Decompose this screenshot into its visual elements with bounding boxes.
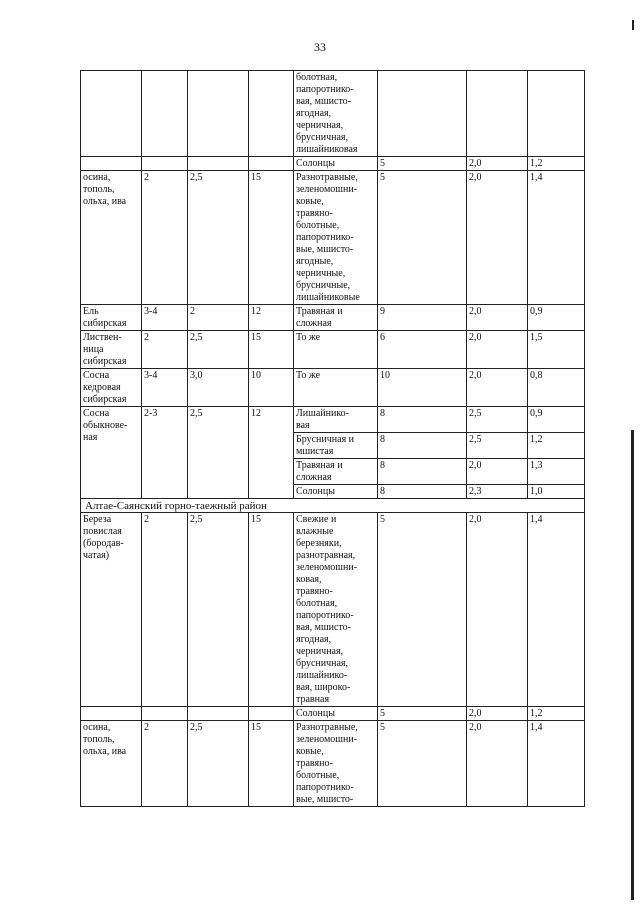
cell-c7-text: 2,0 <box>469 460 482 471</box>
cell-c3-text: 2,5 <box>190 172 203 183</box>
scan-edge-mark <box>632 20 634 30</box>
cell-c8 <box>528 485 585 499</box>
cell-species-text: Листвен- ница сибирская <box>83 332 127 367</box>
cell-c2 <box>142 707 188 721</box>
cell-c6 <box>378 331 467 369</box>
scan-edge-line <box>631 430 634 900</box>
cell-c7 <box>467 707 528 721</box>
cell-c4 <box>249 71 294 157</box>
cell-c7 <box>467 485 528 499</box>
cell-c8-text: 1,4 <box>530 172 543 183</box>
cell-c2-text: 3-4 <box>144 370 158 381</box>
cell-c4 <box>249 369 294 407</box>
cell-c3 <box>188 513 249 707</box>
cell-type-text: Солонцы <box>296 158 335 169</box>
cell-species <box>81 513 142 707</box>
cell-type-text: То же <box>296 332 321 343</box>
cell-c4-text: 15 <box>251 332 261 343</box>
cell-c2 <box>142 71 188 157</box>
cell-c7 <box>467 459 528 485</box>
table-row <box>81 157 585 171</box>
cell-c6-text: 8 <box>380 408 385 419</box>
cell-species <box>81 157 142 171</box>
cell-type-text: Брусничная и мшистая <box>296 434 355 457</box>
page-number: 33 <box>314 40 326 54</box>
cell-c7-text: 2,0 <box>469 158 482 169</box>
cell-type-text: Солонцы <box>296 708 335 719</box>
cell-c7-text: 2,5 <box>469 408 482 419</box>
cell-c3 <box>188 305 249 331</box>
cell-c4 <box>249 513 294 707</box>
table-row <box>81 707 585 721</box>
cell-c2-text: 3-4 <box>144 306 158 317</box>
cell-c8-text: 1,3 <box>530 460 543 471</box>
cell-c8 <box>528 513 585 707</box>
cell-c8 <box>528 157 585 171</box>
cell-c8 <box>528 433 585 459</box>
cell-c4-text: 12 <box>251 306 261 317</box>
cell-c7-text: 2,0 <box>469 514 482 525</box>
cell-type-text: Разнотравные, зеленомошни- ковые, травяно- болотные, папоротнико- вые, мшисто- ягодные, черничные, брусничные, лишайниковые <box>296 172 360 303</box>
region-heading-text: Алтае-Саянский горно-таежный район <box>85 500 267 512</box>
cell-c7 <box>467 171 528 305</box>
cell-c7-text: 2,5 <box>469 434 482 445</box>
cell-c7-text: 2,0 <box>469 370 482 381</box>
cell-c7 <box>467 331 528 369</box>
cell-c7-text: 2,0 <box>469 708 482 719</box>
cell-species-text: Сосна кедровая сибирская <box>83 370 127 405</box>
cell-c3 <box>188 369 249 407</box>
cell-c3 <box>188 407 249 499</box>
table-row <box>81 513 585 707</box>
cell-type-text: Травяная и сложная <box>296 306 343 329</box>
cell-c3 <box>188 171 249 305</box>
cell-type <box>294 305 378 331</box>
cell-type <box>294 171 378 305</box>
cell-c4 <box>249 331 294 369</box>
forest-norms-table <box>80 70 585 807</box>
cell-c8-text: 1,2 <box>530 434 543 445</box>
cell-c8-text: 1,2 <box>530 708 543 719</box>
cell-c7 <box>467 721 528 807</box>
cell-type-text: То же <box>296 370 321 381</box>
cell-species-text: Сосна обыкнове- ная <box>83 408 128 443</box>
cell-type-text: болотная, папоротнико- вая, мшисто- ягодная, черничная, брусничная, лишайниковая <box>296 72 358 155</box>
cell-species-text: осина, тополь, ольха, ива <box>83 172 127 207</box>
cell-c8 <box>528 459 585 485</box>
region-row <box>81 499 585 513</box>
cell-species <box>81 171 142 305</box>
cell-c2 <box>142 305 188 331</box>
table-row <box>81 171 585 305</box>
cell-c8-text: 0,9 <box>530 408 543 419</box>
cell-c6 <box>378 171 467 305</box>
cell-type <box>294 707 378 721</box>
cell-c8-text: 0,8 <box>530 370 543 381</box>
table-row <box>81 331 585 369</box>
cell-c7 <box>467 407 528 433</box>
cell-c4 <box>249 171 294 305</box>
cell-c3 <box>188 157 249 171</box>
table-row <box>81 369 585 407</box>
cell-species-text: осина, тополь, ольха, ива <box>83 722 127 757</box>
cell-c6 <box>378 707 467 721</box>
cell-c2-text: 2-3 <box>144 408 158 419</box>
cell-c6-text: 5 <box>380 514 385 525</box>
cell-c3 <box>188 71 249 157</box>
cell-c3-text: 2 <box>190 306 195 317</box>
cell-c2 <box>142 171 188 305</box>
cell-c3 <box>188 331 249 369</box>
cell-c3 <box>188 707 249 721</box>
cell-type-text: Свежие и влажные березняки, разнотравная, зеленомошни- ковая, травяно- болотная, папоротнико- вая, мшисто- ягодная, черничная, брусничная, лишайнико- вая, широко- травная <box>296 514 358 705</box>
cell-c2 <box>142 721 188 807</box>
table-row <box>81 71 585 157</box>
cell-c8 <box>528 407 585 433</box>
cell-c6 <box>378 369 467 407</box>
cell-c8 <box>528 331 585 369</box>
cell-species <box>81 331 142 369</box>
table-row <box>81 721 585 807</box>
cell-c2 <box>142 369 188 407</box>
cell-type-text: Лишайнико- вая <box>296 408 350 431</box>
cell-c6 <box>378 157 467 171</box>
cell-c7-text: 2,0 <box>469 332 482 343</box>
cell-c6 <box>378 485 467 499</box>
cell-c6-text: 9 <box>380 306 385 317</box>
cell-c4-text: 15 <box>251 514 261 525</box>
cell-c3-text: 2,5 <box>190 332 203 343</box>
cell-type-text: Травяная и сложная <box>296 460 343 483</box>
cell-c3-text: 2,5 <box>190 514 203 525</box>
cell-c8 <box>528 305 585 331</box>
cell-c8-text: 1,4 <box>530 722 543 733</box>
cell-type-text: Солонцы <box>296 486 335 497</box>
cell-c6 <box>378 459 467 485</box>
cell-species-text: Ель сибирская <box>83 306 127 329</box>
cell-c8 <box>528 369 585 407</box>
cell-c7 <box>467 71 528 157</box>
cell-c8 <box>528 171 585 305</box>
cell-species <box>81 71 142 157</box>
cell-type <box>294 485 378 499</box>
cell-c2 <box>142 331 188 369</box>
cell-c7 <box>467 433 528 459</box>
cell-c6 <box>378 407 467 433</box>
cell-type <box>294 369 378 407</box>
table-row <box>81 407 585 433</box>
cell-c4 <box>249 707 294 721</box>
cell-c4-text: 10 <box>251 370 261 381</box>
cell-c3-text: 2,5 <box>190 408 203 419</box>
cell-c6-text: 8 <box>380 460 385 471</box>
cell-c8-text: 1,5 <box>530 332 543 343</box>
cell-type <box>294 513 378 707</box>
cell-c7 <box>467 157 528 171</box>
cell-c8-text: 0,9 <box>530 306 543 317</box>
cell-c8 <box>528 71 585 157</box>
cell-c4-text: 12 <box>251 408 261 419</box>
cell-c6 <box>378 721 467 807</box>
cell-species <box>81 721 142 807</box>
cell-c8-text: 1,4 <box>530 514 543 525</box>
cell-c6 <box>378 71 467 157</box>
cell-c3-text: 3,0 <box>190 370 203 381</box>
cell-type <box>294 433 378 459</box>
cell-c8-text: 1,0 <box>530 486 543 497</box>
cell-c6 <box>378 305 467 331</box>
cell-c7 <box>467 305 528 331</box>
cell-c8 <box>528 707 585 721</box>
cell-c7-text: 2,3 <box>469 486 482 497</box>
cell-c6 <box>378 433 467 459</box>
cell-c6-text: 5 <box>380 158 385 169</box>
cell-c6-text: 5 <box>380 722 385 733</box>
cell-c2-text: 2 <box>144 722 149 733</box>
cell-species <box>81 369 142 407</box>
cell-c6-text: 8 <box>380 434 385 445</box>
cell-c4-text: 15 <box>251 172 261 183</box>
cell-c6-text: 6 <box>380 332 385 343</box>
cell-species-text: Береза повислая (бородав- чатая) <box>83 514 124 561</box>
cell-c6-text: 10 <box>380 370 390 381</box>
cell-c4 <box>249 721 294 807</box>
cell-species <box>81 707 142 721</box>
cell-c4-text: 15 <box>251 722 261 733</box>
cell-c2-text: 2 <box>144 332 149 343</box>
cell-c2-text: 2 <box>144 172 149 183</box>
cell-c8-text: 1,2 <box>530 158 543 169</box>
cell-c4 <box>249 305 294 331</box>
cell-c7-text: 2,0 <box>469 172 482 183</box>
cell-c2-text: 2 <box>144 514 149 525</box>
cell-c8 <box>528 721 585 807</box>
cell-c4 <box>249 157 294 171</box>
cell-species <box>81 407 142 499</box>
cell-c6 <box>378 513 467 707</box>
cell-c3 <box>188 721 249 807</box>
cell-c7 <box>467 369 528 407</box>
region-heading <box>81 499 585 513</box>
cell-c6-text: 8 <box>380 486 385 497</box>
cell-c2 <box>142 157 188 171</box>
table-row <box>81 305 585 331</box>
cell-type <box>294 331 378 369</box>
cell-species <box>81 305 142 331</box>
cell-c7-text: 2,0 <box>469 722 482 733</box>
cell-type <box>294 71 378 157</box>
cell-c6-text: 5 <box>380 172 385 183</box>
cell-c6-text: 5 <box>380 708 385 719</box>
cell-type <box>294 157 378 171</box>
cell-type <box>294 407 378 433</box>
cell-type <box>294 459 378 485</box>
cell-type-text: Разнотравные, зеленомошни- ковые, травяно- болотные, папоротнико- вые, мшисто- <box>296 722 358 805</box>
cell-c7-text: 2,0 <box>469 306 482 317</box>
cell-c2 <box>142 513 188 707</box>
cell-c7 <box>467 513 528 707</box>
cell-c2 <box>142 407 188 499</box>
cell-c3-text: 2,5 <box>190 722 203 733</box>
cell-type <box>294 721 378 807</box>
cell-c4 <box>249 407 294 499</box>
